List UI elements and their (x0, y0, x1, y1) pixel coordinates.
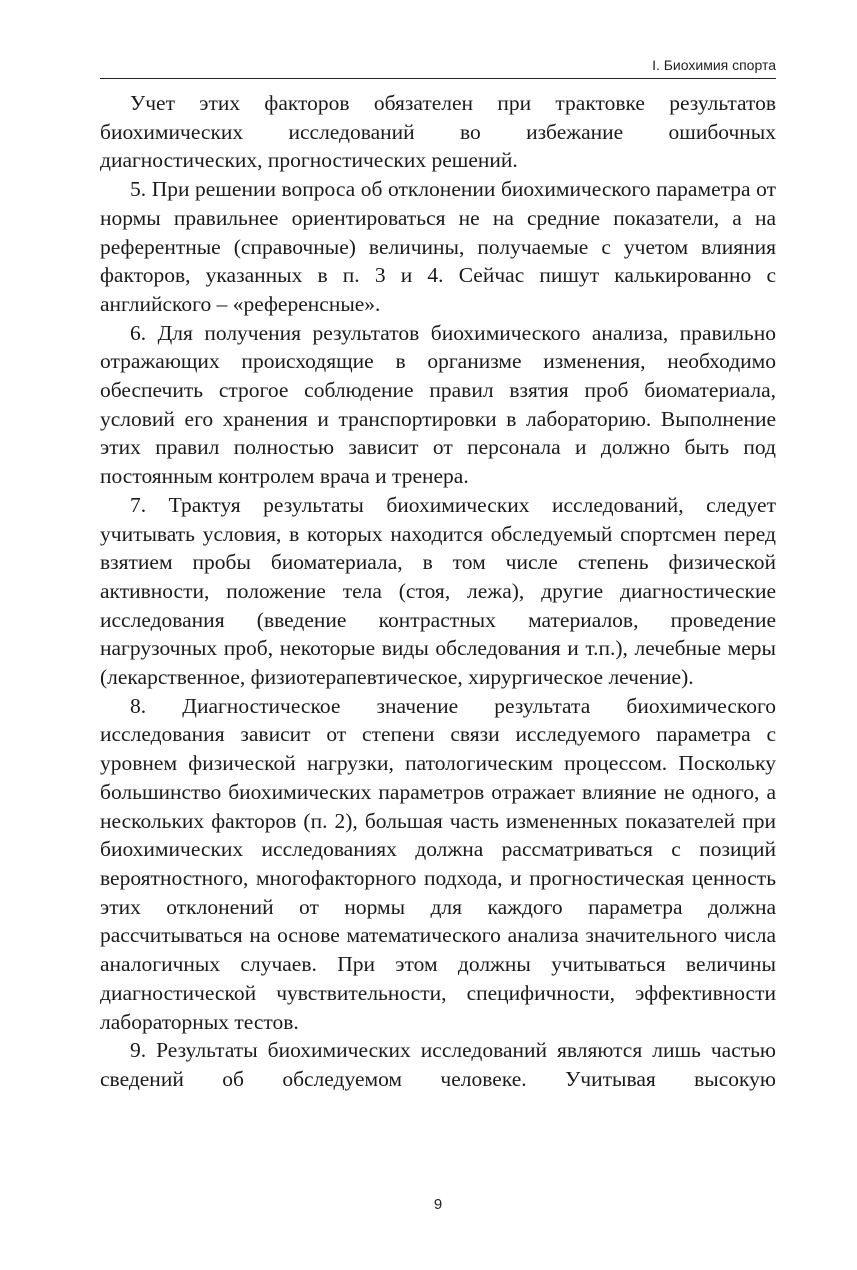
paragraph-item-5: 5. При решении вопроса об отклонении биохимического параметра от нормы правильнее ориентироваться не на средние показатели, а на референтные (справочные) величины, получаемые с учетом влияния факторов, указанных в п. 3 и 4. Сейчас пишут калькированно с английского – «референсные». (100, 177, 776, 316)
page-number: 9 (433, 1196, 443, 1213)
paragraph-item-6: 6. Для получения результатов биохимического анализа, правильно отражающих происходящие в организме изменения, необходимо обеспечить строгое соблюдение правил взятия проб биоматериала, условий его хранения и транспортировки в лабораторию. Выполнение этих правил полностью зависит от персонала и должно быть под постоянным контролем врача и тренера. (100, 320, 776, 489)
paragraph-item-8: 8. Диагностическое значение результата биохимического исследования зависит от степени связи исследуемого параметра с уровнем физической нагрузки, патологическим процессом. Поскольку большинство биохимических параметров отражает влияние не одного, а нескольких факторов (п. 2), большая часть измененных показателей при биохимических исследованиях должна рассматриваться с позиций вероятностного, многофакторного подхода, и прогностическая ценность этих отклонений от нормы для каждого параметра должна рассчитываться на основе математического анализа значительного числа аналогичных случаев. При этом должны учитываться величины диагностической чувствительности, специфичности, эффективности лабораторных тестов. (100, 693, 776, 1034)
running-head: I. Биохимия спорта (652, 57, 776, 73)
paragraph-factors-note: Учет этих факторов обязателен при трактовке результатов биохимических исследований во избежание ошибочных диагностических, прогностических решений. (100, 91, 776, 173)
paragraph-item-9: 9. Результаты биохимических исследований являются лишь частью сведений об обследуемом человеке. Учитывая высокую (100, 1038, 776, 1091)
paragraph-item-7: 7. Трактуя результаты биохимических исследований, следует учитывать условия, в которых находится обследуемый спортсмен перед взятием пробы биоматериала, в том числе степень физической активности, положение тела (стоя, лежа), другие диагностические исследования (введение контрастных материалов, проведение нагрузочных проб, некоторые виды обследования и т.п.), лечебные меры (лекарственное, физиотерапевтическое, хирургическое лечение). (100, 492, 776, 690)
body-text (100, 89, 776, 1094)
header-rule (100, 78, 776, 79)
